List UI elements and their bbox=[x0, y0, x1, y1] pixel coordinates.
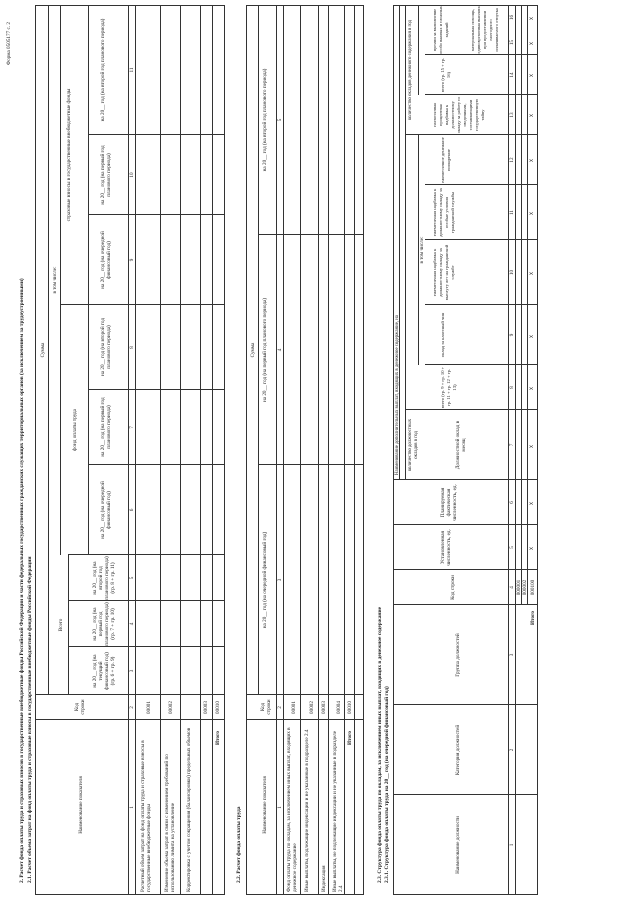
t23-num: 2 bbox=[509, 748, 515, 752]
t22-total-label: Итого bbox=[347, 731, 353, 745]
t21-num: 1 bbox=[129, 806, 135, 809]
t21-num: 5 bbox=[129, 576, 135, 580]
t23-h-c15: премии за выполнение особо важных и сложных заданий bbox=[432, 6, 449, 54]
t23-h-c16: материальная помощь, единовременная выплата при предоставлении ежегодного оплачиваемого отпуска bbox=[470, 6, 499, 54]
t21-num: 9 bbox=[129, 258, 135, 262]
t21-total-code: 00010 bbox=[215, 701, 221, 714]
x-mark: x bbox=[529, 17, 535, 20]
x-mark: x bbox=[529, 74, 535, 77]
t21-h-total: Всего bbox=[58, 618, 64, 632]
t21-row-code: 00003 bbox=[203, 701, 209, 714]
t22-h-code: Код строки bbox=[260, 699, 272, 715]
t23-h-c13: ежемесячная процентная надбавка к должностному окладу за работу со сведениями, составляющими государственную тайну bbox=[432, 96, 485, 134]
t21-num: 3 bbox=[129, 669, 135, 673]
t23-h-code: Код строки bbox=[450, 575, 456, 600]
t23-num: 13 bbox=[509, 112, 515, 118]
t23-h-position: Наименование должности bbox=[455, 816, 461, 874]
t23-num: 10 bbox=[509, 269, 515, 276]
t22-row-code: 00004 bbox=[336, 701, 342, 714]
t21-row-code: 00002 bbox=[168, 701, 174, 714]
t21-h-incl: в том числе: bbox=[52, 266, 58, 294]
t23-h-c9: оклад за классный чин bbox=[440, 312, 445, 358]
t23-num: 8 bbox=[509, 386, 515, 389]
t23-h-incl: в том числе: bbox=[419, 236, 425, 264]
t23-h-category: Категория должностей bbox=[455, 724, 461, 776]
t21-title: 2.1. Расчет объема затрат на фонд оплаты труда и страховые взносы в государственные внебюджетные фонды Российской Федерации bbox=[27, 556, 33, 883]
t21-col-e: на 20__ год (на первый год планового периода) bbox=[100, 397, 112, 457]
section-title: 2. Расчет фонда оплаты труда и страховых взносов в государственные внебюджетные фонды Российской Федерации и части федеральных государственных гражданских служащих территориальных органов (за исключением за трудоустроенными) bbox=[19, 278, 25, 883]
t21-row-name: Изменение объема затрат в связи с изменением требований по использованию лимита на установление bbox=[164, 754, 176, 892]
t23-subtitle: 2.3.1. Структура фонда оплаты труда на 20__ год (на очередной финансовый год) bbox=[384, 686, 390, 883]
t23-h-sum: всего (гр. 9 + гр. 10 + гр. 11 + гр. 12 + гр. 13) bbox=[440, 366, 457, 409]
t23-h-c14: всего (гр. 15 + гр. 16) bbox=[440, 57, 451, 93]
t23-num: 3 bbox=[509, 653, 515, 657]
t23-h-months: количество окладов денежного содержания в год bbox=[408, 20, 413, 120]
t21-col-d: на 20__ год (на очередной финансовый год) bbox=[100, 481, 112, 539]
t23-h-actual: Планируемая фактическая численность, ед. bbox=[440, 484, 458, 521]
t21-h-code: Код строки bbox=[74, 699, 86, 715]
t21-row-name: Корректировка с учетом сокращения (балансировки) предельных объемов bbox=[186, 727, 192, 892]
t21-col-g: на 20__ год (на очередной финансовый год) bbox=[100, 231, 112, 289]
t22-num: 4 bbox=[277, 348, 283, 352]
t23-total-label: Итого bbox=[530, 611, 536, 625]
t23-num: 5 bbox=[509, 546, 515, 549]
t21-row-name: Расчетный объем затрат на фонд оплаты труда и страховые взносы в государственные внебюджетные фонды bbox=[140, 740, 152, 892]
x-mark: x bbox=[529, 502, 535, 505]
t22-h-sum: Сумма bbox=[250, 342, 256, 358]
t22-row-code: 00002 bbox=[309, 701, 315, 714]
t21-num: 2 bbox=[129, 706, 135, 709]
t23-num: 15 bbox=[509, 39, 515, 46]
t23-h-salary: Должностной оклад в месяц bbox=[455, 420, 467, 470]
t21-row-code: 00001 bbox=[146, 701, 152, 714]
t23-row-code: 000001 bbox=[516, 579, 522, 596]
t21-h-name: Наименование показателя bbox=[78, 776, 84, 834]
t21-num: 8 bbox=[129, 346, 135, 349]
t22-num: 5 bbox=[277, 118, 283, 122]
t23-h-other: Наименование дополнительных выплат, входящих в денежное содержание, на bbox=[395, 315, 400, 475]
t23-num: 9 bbox=[509, 333, 515, 337]
t22-row-name: Фонд оплаты труда по окладам, за исключением иных выплат, входящих в денежное содержание bbox=[286, 727, 298, 892]
t22-total-code: 00010 bbox=[347, 701, 353, 714]
x-mark: x bbox=[529, 114, 535, 117]
x-mark: x bbox=[529, 272, 535, 275]
t21-num: 10 bbox=[129, 172, 135, 178]
t22-num: 2 bbox=[277, 706, 283, 709]
t23-h-group: Группа должностей bbox=[455, 633, 461, 677]
t22-row-name: Индексация bbox=[321, 865, 327, 892]
t23-num: 12 bbox=[509, 157, 515, 163]
x-mark: x bbox=[529, 445, 535, 448]
t21-h-fot: фонд оплаты труда bbox=[72, 409, 78, 451]
t22-num: 1 bbox=[277, 806, 283, 809]
x-mark: x bbox=[529, 212, 535, 215]
t23-num: 1 bbox=[509, 843, 515, 847]
t22-row-code: 00003 bbox=[321, 701, 327, 714]
t23-num: 6 bbox=[509, 501, 515, 504]
t21-h-ins: страховые взносы в государственные внебюджетные фонды bbox=[66, 88, 72, 222]
t23-num: 16 bbox=[509, 14, 515, 21]
t23-h-count: количество должностных окладов в год bbox=[408, 418, 419, 472]
t22-num: 3 bbox=[277, 578, 283, 582]
t23-h-staff: Установленная численность, ед. bbox=[440, 529, 452, 566]
t21-num: 6 bbox=[129, 508, 135, 512]
t23-num: 4 bbox=[509, 586, 515, 589]
t22-row-code: 00001 bbox=[291, 701, 297, 714]
t21-num: 7 bbox=[129, 426, 135, 429]
t21-col-c: на 20__ год (на второй год планового периода) (гр. 8 + гр. 11) bbox=[92, 556, 116, 600]
t23-total-code: 000100 bbox=[530, 579, 536, 596]
t21-num: 11 bbox=[129, 67, 135, 73]
x-mark: x bbox=[529, 387, 535, 390]
x-mark: x bbox=[529, 547, 535, 550]
t21-col-i: на 20__ год (на второй год планового периода) bbox=[100, 18, 106, 122]
t22-h-name: Наименование показателя bbox=[262, 776, 268, 834]
t21-col-h: на 20__ год (на первый год планового периода) bbox=[100, 145, 112, 205]
t22-col-a: на 20__ год (на очередной финансовый год) bbox=[262, 531, 268, 629]
t21-num: 4 bbox=[129, 622, 135, 626]
t23-title: 2.3. Структура фонда оплаты труда по окладам, за исключением иных выплат, входящих в денежное содержание bbox=[377, 606, 383, 883]
t23-num: 14 bbox=[509, 72, 515, 78]
t21-h-sum: Сумма bbox=[40, 342, 46, 358]
form-code: Форма 0505177 с. 2 bbox=[6, 22, 12, 65]
x-mark: x bbox=[529, 42, 535, 45]
t23-row-code: 000002 bbox=[522, 579, 528, 596]
t23-num: 7 bbox=[509, 443, 515, 447]
t23-h-c12: ежемесячное денежное поощрение bbox=[440, 137, 451, 183]
x-mark: x bbox=[529, 335, 535, 338]
t22-title: 2.2. Расчет фонда оплаты труда bbox=[236, 806, 242, 883]
t21-col-b: на 20__ год (на первый год планового периода) (гр. 7 + гр. 10) bbox=[92, 602, 116, 646]
t21-col-a: на 20__ год (на текущий финансовый год) (гр. 6 + гр. 9) bbox=[92, 652, 116, 690]
x-mark: x bbox=[529, 159, 535, 162]
t21-total-label: Итого bbox=[215, 731, 221, 745]
t23-h-c11: ежемесячная надбавка к должностному окладу за особые условия гражданской службы bbox=[432, 188, 455, 237]
t22-col-b: на 20__ год (на первый год планового периода) bbox=[262, 297, 268, 403]
t23-num: 11 bbox=[509, 210, 515, 215]
t22-col-c: на 20__ год (на второй год планового периода) bbox=[262, 68, 268, 172]
t23-h-c10: ежемесячная надбавка к должностному окладу за выслугу лет на гражданской службе bbox=[432, 244, 455, 301]
t21-col-f: на 20__ год (на второй год планового периода) bbox=[100, 318, 112, 376]
t22-row-name: Иные выплаты, подлежащие индексации и не указанные в подразделе 2.4 bbox=[304, 729, 310, 892]
t22-row-name: Иные выплаты, не подлежащие индексации и не указанные в подразделе 2.4 bbox=[332, 730, 344, 892]
